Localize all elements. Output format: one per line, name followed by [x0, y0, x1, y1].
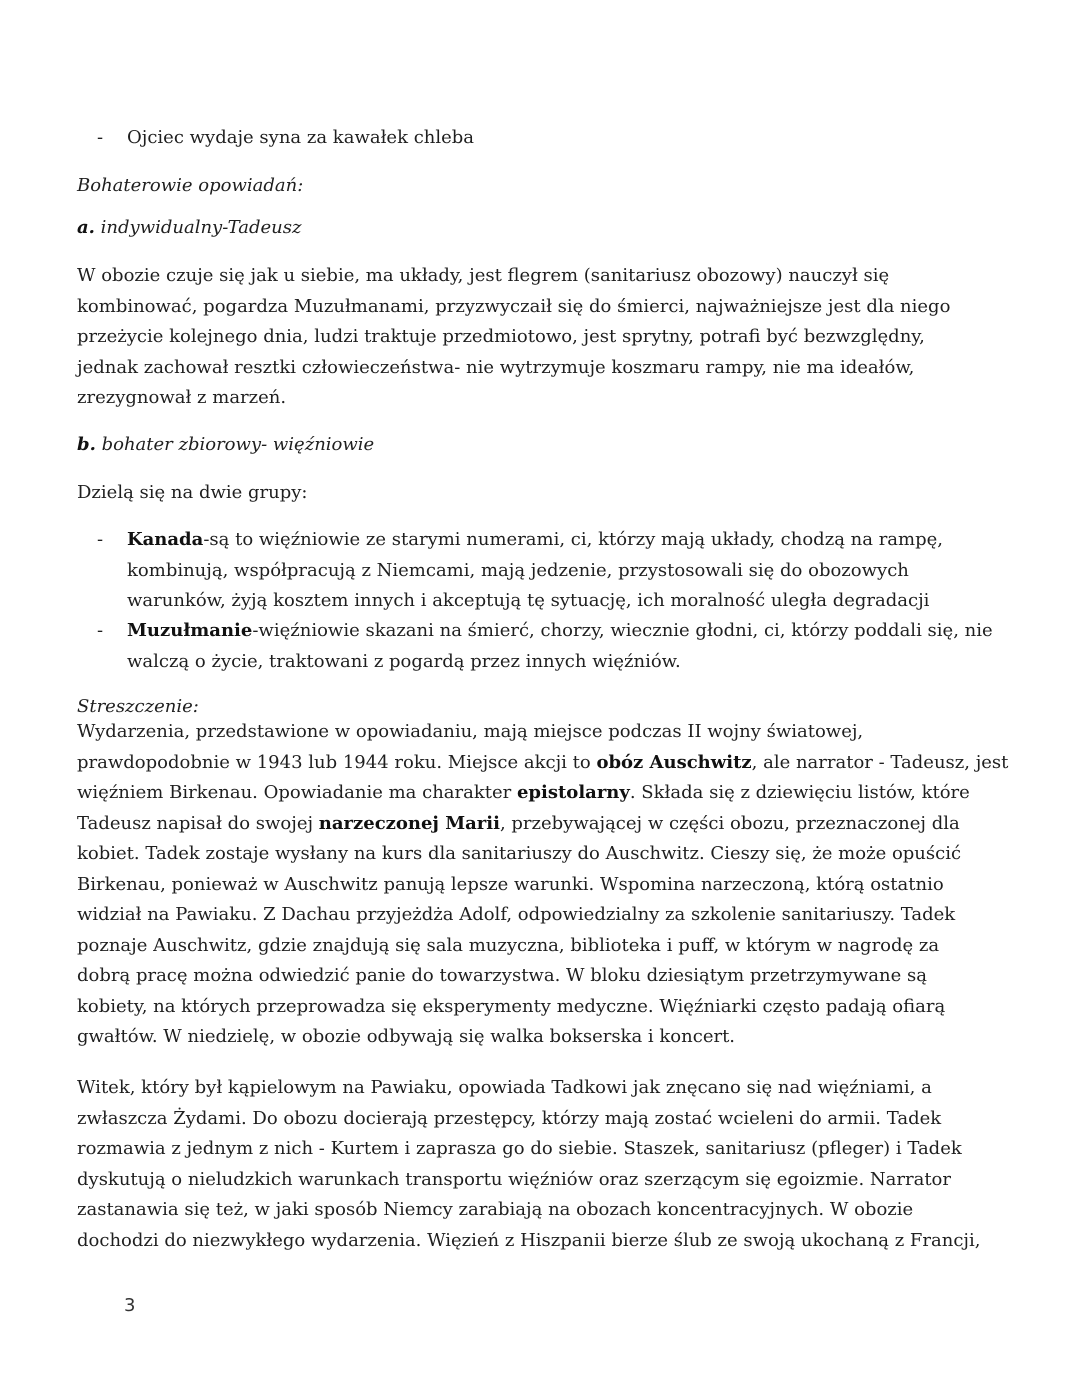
- page-number: 3: [124, 1295, 136, 1316]
- text-run: prawdopodobnie w 1943 lub 1944 roku. Miejsce akcji to: [77, 751, 597, 773]
- collective-intro: Dzielą się na dwie grupy:: [77, 482, 308, 503]
- group-line: walczą o życie, traktowani z pogardą przez innych więźniów.: [127, 650, 681, 672]
- group-line: kombinują, współpracują z Niemcami, mają jedzenie, przystosowali się do obozowych: [127, 559, 909, 581]
- paragraph-line: kombinować, pogardza Muzułmanami, przyzwyczaił się do śmierci, najważniejsze jest dla niego: [77, 295, 951, 317]
- bullet-text: Ojciec wydaje syna za kawałek chleba: [127, 127, 475, 148]
- paragraph-line: [77, 778, 1007, 809]
- summary-paragraph-2: [77, 1073, 1007, 1256]
- collective-heading: [77, 430, 1007, 461]
- group-muzulmanie: [127, 616, 1007, 677]
- text-run: . Składa się z dziewięciu listów, które: [629, 782, 970, 803]
- text-run: więźniem Birkenau. Opowiadanie ma charakter: [77, 782, 517, 803]
- group-dash: -: [97, 620, 104, 641]
- individual-heading: [77, 213, 1007, 244]
- group-line: warunków, żyją kosztem innych i akceptują tę sytuację, ich moralność uległa degradacji: [127, 590, 930, 611]
- bold-term: epistolarny: [516, 782, 630, 803]
- paragraph-line: jednak zachował resztki człowieczeństwa- nie wytrzymuje koszmaru rampy, nie ma ideałów,: [77, 356, 915, 378]
- paragraph-line: gwałtów. W niedzielę, w obozie odbywają się walka bokserska i koncert.: [77, 1026, 736, 1047]
- summary-paragraph-1: [77, 717, 1007, 1053]
- group-term: Kanada: [127, 529, 204, 550]
- paragraph-line: Birkenau, ponieważ w Auschwitz panują lepsze warunki. Wspomina narzeczoną, którą ostatnio: [77, 873, 944, 895]
- paragraph-line: rozmawia z jednym z nich - Kurtem i zaprasza go do siebie. Staszek, sanitariusz (pfleger) i Tadek: [77, 1138, 962, 1159]
- individual-label: indywidualny-Tadeusz: [94, 217, 302, 238]
- paragraph-line: Witek, który był kąpielowym na Pawiaku, opowiada Tadkowi jak znęcano się nad więźniami, a: [77, 1077, 932, 1098]
- paragraph-line: kobiety, na których przeprowadza się eksperymenty medyczne. Więźniarki często padają ofiarą: [77, 995, 946, 1017]
- group-first-line: [127, 616, 1007, 647]
- collective-letter: b.: [77, 434, 96, 455]
- paragraph-line: widział na Pawiaku. Z Dachau przyjeżdża Adolf, odpowiedzialny za szkolenie sanitariuszy. Tadek: [77, 904, 956, 925]
- bold-term: narzeczonej Marii: [318, 812, 500, 834]
- text-run: , ale narrator - Tadeusz, jest: [751, 751, 1009, 773]
- paragraph-line: zastanawia się też, w jaki sposób Niemcy zarabiają na obozach koncentracyjnych. W obozie: [77, 1199, 914, 1220]
- paragraph-line: [77, 809, 1007, 840]
- text-run: Tadeusz napisał do swojej: [77, 812, 319, 834]
- paragraph-line: kobiet. Tadek zostaje wysłany na kurs dla sanitariuszy do Auschwitz. Cieszy się, że może opuścić: [77, 843, 962, 864]
- paragraph-line: zrezygnował z marzeń.: [77, 387, 287, 408]
- individual-letter: a.: [77, 217, 95, 238]
- group-first-line: [127, 525, 1007, 556]
- paragraph-line: zwłaszcza Żydami. Do obozu docierają przestępcy, którzy mają zostać wcieleni do armii. Tadek: [77, 1107, 942, 1129]
- paragraph-line: dyskutują o nieludzkich warunkach transportu więźniów oraz szerzącym się egoizmie. Narrator: [77, 1168, 952, 1190]
- paragraph-line: poznaje Auschwitz, gdzie znajdują się sala muzyczna, biblioteka i puff, w którym w nagrodę za: [77, 934, 940, 956]
- group-first-rest: -są to więźniowie ze starymi numerami, ci, którzy mają układy, chodzą na rampę,: [203, 529, 943, 550]
- paragraph-line: dobrą pracę można odwiedzić panie do towarzystwa. W bloku dziesiątym przetrzymywane są: [77, 965, 927, 986]
- text-run: , przebywającej w części obozu, przeznaczonej dla: [499, 812, 960, 834]
- paragraph-line: dochodzi do niezwykłego wydarzenia. Więzień z Hiszpanii bierze ślub ze swoją ukochaną z Francji,: [77, 1229, 981, 1251]
- group-first-rest: -więźniowie skazani na śmierć, chorzy, wiecznie głodni, ci, którzy poddali się, nie: [252, 620, 993, 641]
- paragraph-line: W obozie czuje się jak u siebie, ma układy, jest flegrem (sanitariusz obozowy) nauczył się: [77, 265, 890, 286]
- paragraph-line: [77, 748, 1007, 779]
- bullet-dash: -: [97, 127, 104, 148]
- group-term: Muzułmanie: [127, 620, 253, 641]
- group-dash: -: [97, 529, 104, 550]
- paragraph-line: Wydarzenia, przedstawione w opowiadaniu, mają miejsce podczas II wojny światowej,: [77, 721, 864, 742]
- paragraph-line: przeżycie kolejnego dnia, ludzi traktuje przedmiotowo, jest sprytny, potrafi być bezwzględny,: [77, 326, 925, 347]
- group-kanada: [127, 525, 1007, 617]
- collective-label: bohater zbiorowy- więźniowie: [95, 434, 375, 455]
- individual-paragraph: [77, 261, 1007, 414]
- heroes-heading: Bohaterowie opowiadań:: [77, 175, 304, 196]
- bold-term: obóz Auschwitz: [596, 751, 752, 773]
- summary-heading: Streszczenie:: [77, 696, 199, 717]
